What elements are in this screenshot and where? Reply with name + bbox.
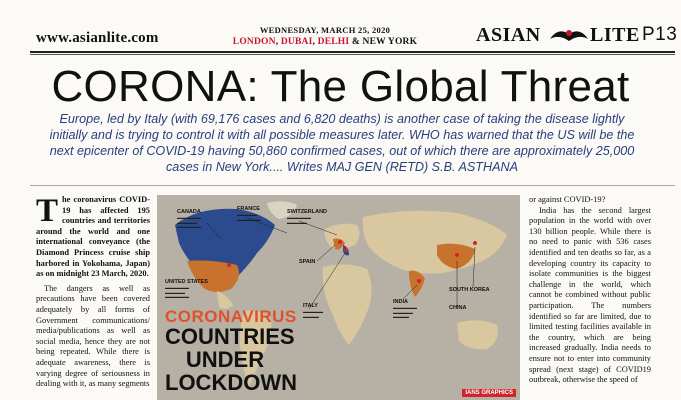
page-number: P13 xyxy=(642,24,678,45)
graphic-title-line: COUNTRIES xyxy=(165,324,295,349)
logo-left-text: ASIAN xyxy=(476,24,541,46)
city-london: LONDON xyxy=(232,37,276,47)
graphic-title-coronavirus: CORONAVIRUS xyxy=(165,307,297,326)
masthead-rule-thin xyxy=(30,54,675,55)
map-note-switzerland: ▬▬▬▬▬▬ ▬▬▬▬▬ xyxy=(287,215,311,225)
map-note-united-states: ▬▬▬▬▬▬ ▬▬▬▬▬ ▬▬▬▬▬▬ xyxy=(165,285,189,300)
graphic-title-line: UNDER xyxy=(185,347,265,372)
body-paragraph: or against COVID-19? xyxy=(529,195,606,204)
lockdown-map-graphic xyxy=(157,195,520,400)
city-separator: & xyxy=(349,37,363,47)
map-label-india: INDIA xyxy=(393,299,408,305)
map-note-india: ▬▬▬▬▬▬ ▬▬▬▬▬ ▬▬▬▬ xyxy=(393,305,417,320)
map-label-china: CHINA xyxy=(449,305,467,311)
logo-right-text: LITE xyxy=(590,24,640,46)
map-label-switzerland: SWITZERLAND xyxy=(287,209,328,215)
article-deck: Europe, led by Italy (with 69,176 cases and 6,820 deaths) is another case of taking the disease lightly initially and is trying to control it with all possible measures later. WHO has warned that the US will be the next epicenter of COVID-19 having 50,860 confirmed cases, out of which there are approximately 25,000 cases in New York.... Writes MAJ GEN (RETD) S.B. ASTHANA xyxy=(49,112,635,174)
city-separator: , xyxy=(312,37,318,47)
logo-emblem-icon xyxy=(548,25,590,45)
city-new-york: NEW YORK xyxy=(362,37,418,47)
dropcap: T xyxy=(36,193,59,229)
body-paragraph: India has the second largest population in the world with over 130 billion people. While there is no need to panic with 536 cases identified and ten deaths so far, as a developing country its capacity to isolate communities is the biggest challenge in the world, which cannot be combined without public participation. The numbers identified so far are limited, due to limited testing facilities available in the country, which are being increased gradually. India needs to ensure not to enter into community spread (next stage) of COVID19 outbreak, otherwise the speed of xyxy=(529,205,651,385)
graphic-title-line: LOCKDOWN xyxy=(165,370,297,395)
masthead-rule xyxy=(30,51,675,53)
graphic-credit: IANS GRAPHICS xyxy=(462,389,516,397)
site-url[interactable]: www.asianlite.com xyxy=(36,30,159,46)
map-note-italy: ▬▬▬▬▬ ▬▬▬▬ xyxy=(303,309,323,319)
map-label-spain: SPAIN xyxy=(299,259,316,265)
map-label-south-korea: SOUTH KOREA xyxy=(449,287,490,293)
article-headline: CORONA: The Global Threat xyxy=(51,62,630,111)
map-note-france: ▬▬▬▬▬ ▬▬▬▬▬▬ xyxy=(237,212,261,222)
article-column-1 xyxy=(36,195,150,394)
section-divider xyxy=(30,185,675,186)
edition-cities xyxy=(206,37,444,47)
lead-paragraph: he coronavirus COVID-19 has affected 195 countries and territories around the world and one international conveyance (the Diamond Princess cruise ship harbored in Yokohama, Japan) as on midnight 23 March, 2020. xyxy=(36,195,150,279)
issue-date: WEDNESDAY, MARCH 25, 2020 xyxy=(259,25,391,35)
asian-lite-logo[interactable] xyxy=(476,24,676,46)
city-delhi: DELHI xyxy=(317,37,350,47)
map-label-united-states: UNITED STATES xyxy=(165,279,208,285)
body-paragraph: The dangers as well as precautions have been covered adequately by all forms of Government communications/ media/publications as well as social media, hence they are not being repeated. While there is adequate awareness, there is varying degree of seriousness in dealing with it, as many segments xyxy=(36,283,150,389)
map-label-canada: CANADA xyxy=(177,209,201,215)
map-note-canada: ▬▬▬▬▬▬ ▬▬▬▬▬ ▬▬▬▬▬▬ xyxy=(177,215,201,230)
city-separator: , xyxy=(275,37,281,47)
map-label-italy: ITALY xyxy=(303,303,318,309)
city-dubai: DUBAI xyxy=(280,37,313,47)
map-label-france: FRANCE xyxy=(237,206,260,212)
article-column-3 xyxy=(529,195,651,386)
